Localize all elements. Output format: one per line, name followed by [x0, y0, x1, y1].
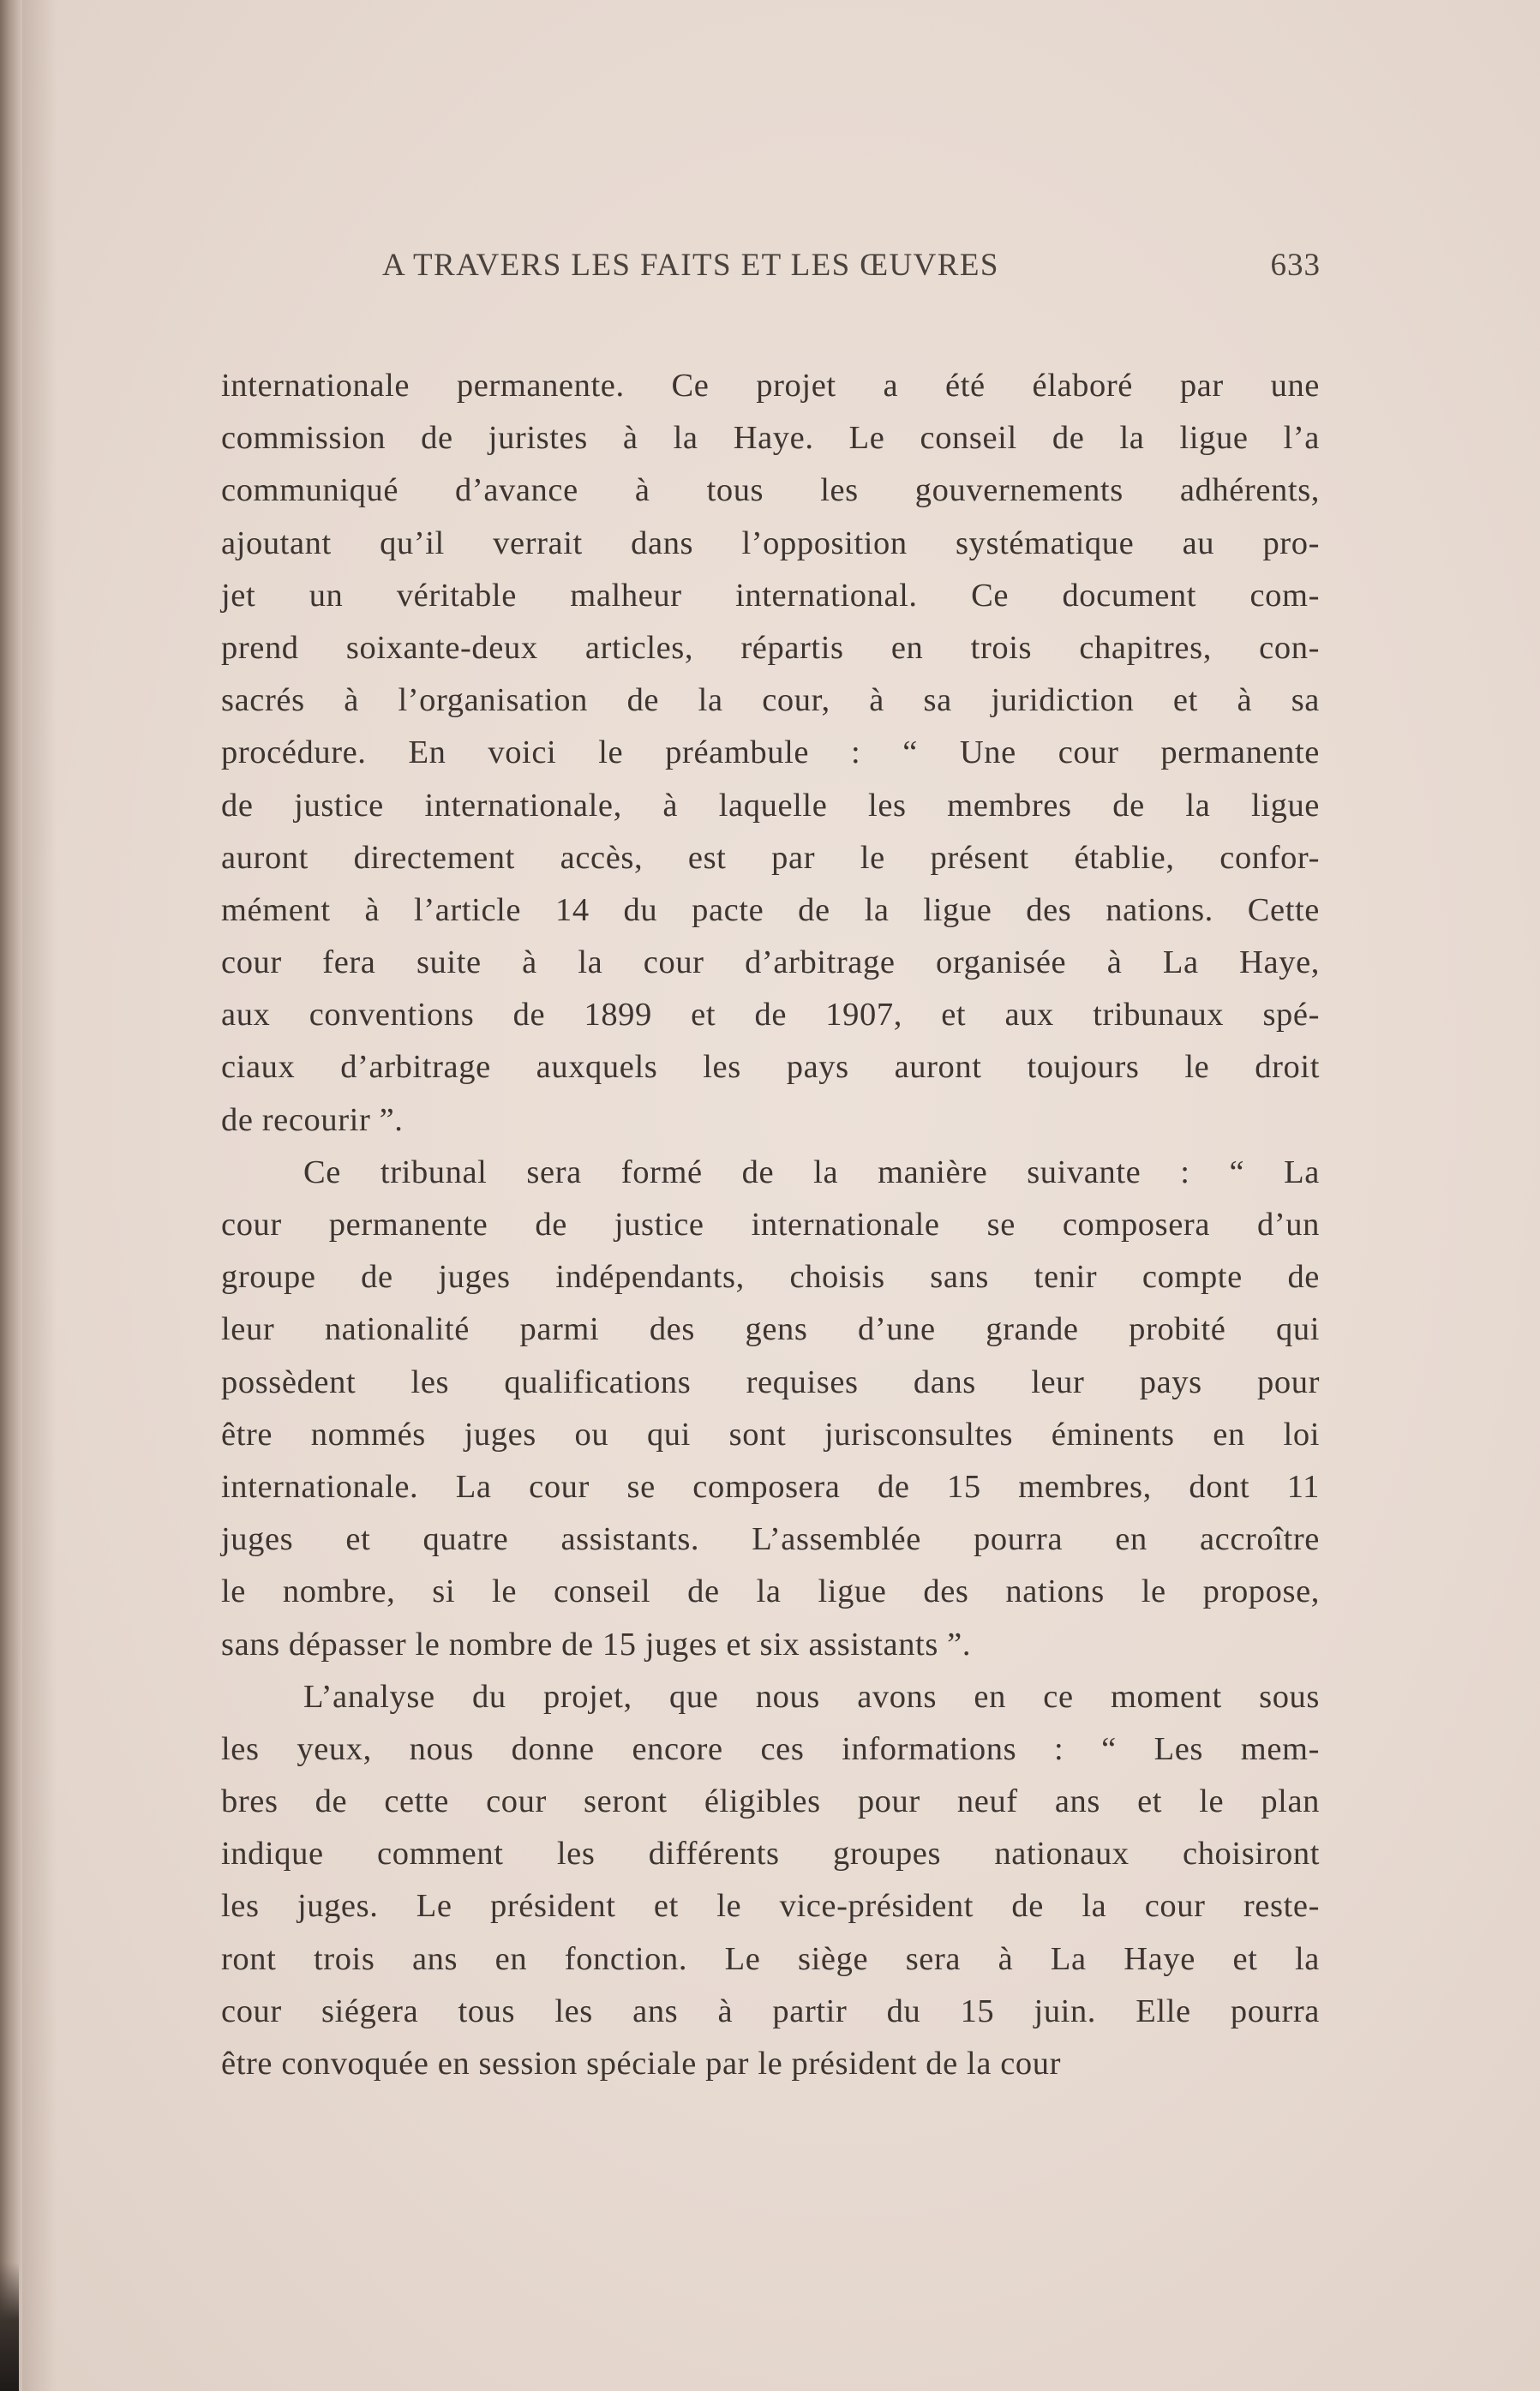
paragraph — [221, 1147, 1320, 1671]
paragraph — [221, 1671, 1320, 2091]
page-number: 633 — [1270, 248, 1321, 283]
text-line: prend soixante-deux articles, répartis en trois chapitres, con- — [221, 629, 1320, 666]
text-line: commission de juristes à la Haye. Le conseil de la ligue l’a — [221, 420, 1320, 457]
text-line: cour permanente de justice internationale se composera d’un — [221, 1207, 1320, 1243]
text-line: les juges. Le président et le vice-président de la cour reste- — [221, 1888, 1320, 1925]
text-line: cour fera suite à la cour d’arbitrage organisée à La Haye, — [221, 944, 1320, 981]
text-line: procédure. En voici le préambule : “ Une cour permanente — [221, 734, 1320, 771]
text-line: aux conventions de 1899 et de 1907, et aux tribunaux spé- — [221, 997, 1320, 1034]
text-line: L’analyse du projet, que nous avons en ce moment sous — [303, 1678, 1320, 1715]
running-title: A TRAVERS LES FAITS ET LES ŒUVRES — [382, 248, 999, 283]
text-line: internationale permanente. Ce projet a été élaboré par une — [221, 368, 1320, 404]
paragraph — [221, 360, 1320, 1147]
text-line: possèdent les qualifications requises dans leur pays pour — [221, 1363, 1320, 1400]
binding-shadow — [22, 0, 57, 2391]
page-corner-shadow — [0, 2262, 19, 2391]
text-line: Ce tribunal sera formé de la manière suivante : “ La — [303, 1154, 1320, 1190]
text-line: ajoutant qu’il verrait dans l’opposition systématique au pro- — [221, 524, 1320, 561]
text-line: être convoquée en session spéciale par le président de la cour — [221, 2046, 1062, 2082]
text-line: communiqué d’avance à tous les gouvernements adhérents, — [221, 472, 1320, 509]
text-line: groupe de juges indépendants, choisis sans tenir compte de — [221, 1259, 1320, 1296]
text-line: ciaux d’arbitrage auxquels les pays auront toujours le droit — [221, 1049, 1320, 1086]
text-line: les yeux, nous donne encore ces informations : “ Les mem- — [221, 1730, 1320, 1767]
running-head — [382, 247, 1321, 290]
text-line: jet un véritable malheur international. Ce document com- — [221, 577, 1320, 614]
text-line: indique comment les différents groupes nationaux choisiront — [221, 1836, 1320, 1873]
text-line: être nommés juges ou qui sont jurisconsultes éminents en loi — [221, 1416, 1320, 1453]
text-line: juges et quatre assistants. L’assemblée pourra en accroître — [221, 1521, 1320, 1558]
text-line: leur nationalité parmi des gens d’une grande probité qui — [221, 1311, 1320, 1348]
text-line: sans dépasser le nombre de 15 juges et six assistants ”. — [221, 1626, 972, 1663]
text-line: auront directement accès, est par le présent établie, confor- — [221, 839, 1320, 876]
text-line: internationale. La cour se composera de 15 membres, dont 11 — [221, 1468, 1320, 1505]
text-line: de justice internationale, à laquelle les membres de la ligue — [221, 787, 1320, 824]
binding-edge — [0, 0, 22, 2391]
text-line: le nombre, si le conseil de la ligue des nations le propose, — [221, 1573, 1320, 1610]
text-line: mément à l’article 14 du pacte de la ligue des nations. Cette — [221, 891, 1320, 928]
text-line: cour siégera tous les ans à partir du 15 juin. Elle pourra — [221, 1992, 1320, 2029]
body-text — [221, 360, 1320, 2090]
text-line: bres de cette cour seront éligibles pour neuf ans et le plan — [221, 1783, 1320, 1820]
text-line: ront trois ans en fonction. Le siège sera à La Haye et la — [221, 1940, 1320, 1977]
text-line: de recourir ”. — [221, 1101, 404, 1138]
text-line: sacrés à l’organisation de la cour, à sa juridiction et à sa — [221, 682, 1320, 719]
